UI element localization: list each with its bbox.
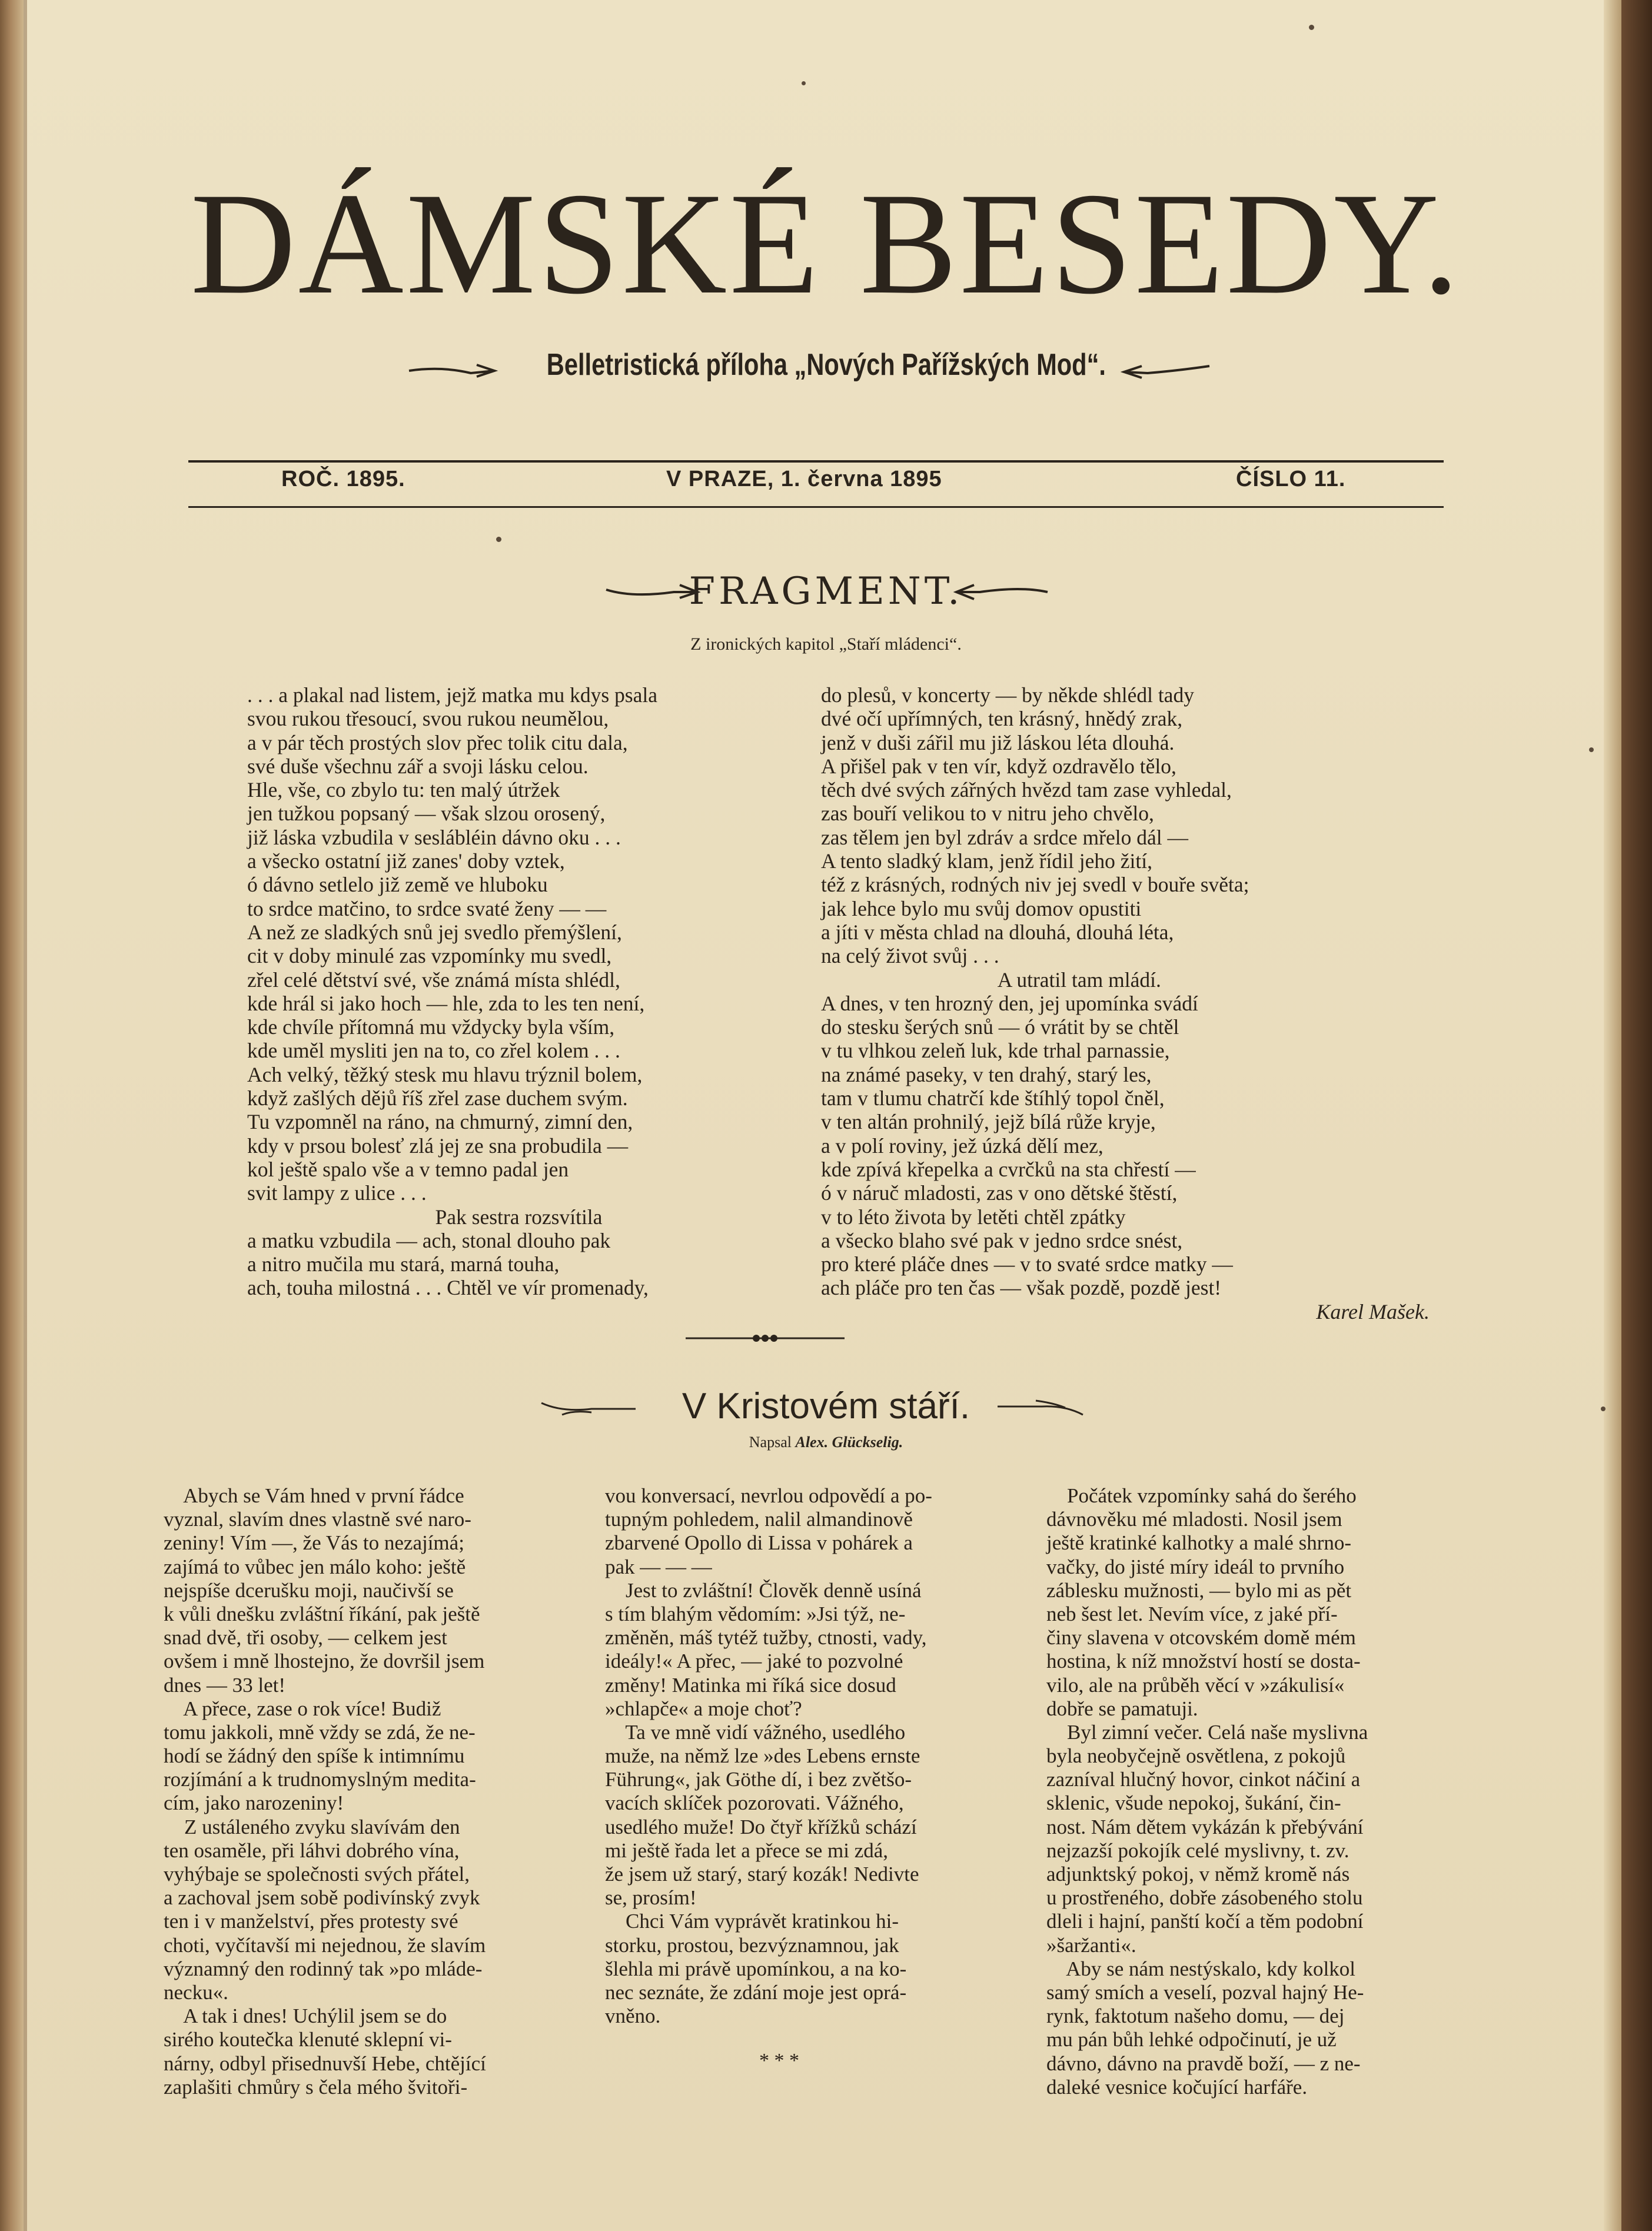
- right-binding: [1621, 0, 1652, 2231]
- story-line: u prostřeného, dobře zásobeného stolu: [1046, 1886, 1363, 1910]
- story-line: dávnověku mé mladosti. Nosil jsem: [1046, 1508, 1342, 1531]
- poem-line: jen tužkou popsaný — však slzou orosený,: [247, 802, 606, 826]
- poem-line: na známé paseky, v ten drahý, starý les,: [821, 1062, 1152, 1086]
- paper-speck: [496, 537, 501, 542]
- poem-line: v ten altán prohnilý, jejž bílá růže kryje,: [821, 1110, 1156, 1134]
- story-line: k vůli dnešku zvláštní říkání, pak ještě: [164, 1602, 480, 1625]
- story-line: neb šest let. Nevím více, z jaké pří-: [1046, 1602, 1338, 1625]
- paper-speck: [1589, 747, 1594, 752]
- poem-line: tam v tlumu chatrčí kde štíhlý topol čněl,: [821, 1086, 1165, 1110]
- story-line: Ta ve mně vidí vážného, usedlého: [605, 1720, 906, 1744]
- left-binding: [0, 0, 24, 2231]
- poem-line: a nitro mučila mu stará, marná touha,: [247, 1252, 560, 1276]
- poem-title: FRAGMENT.: [689, 570, 963, 613]
- story-line: ještě kratinké kalhotky a malé shrno-: [1046, 1531, 1352, 1555]
- story-line: mu pán bůh lehké odpočinutí, je už: [1046, 2028, 1337, 2052]
- story-line: ideály!« A přec, — jaké to pozvolné: [605, 1650, 903, 1673]
- story-line: změny! Matinka mi říká sice dosud: [605, 1673, 896, 1697]
- story-line: změněn, máš tytéž tužby, ctnosti, vady,: [605, 1626, 927, 1650]
- poem-line: jenž v duši zářil mu již láskou léta dlouhá.: [821, 730, 1175, 754]
- story-line: muže, na němž lze »des Lebens ernste: [605, 1744, 920, 1768]
- poem-line: též z krásných, rodných niv jej svedl v bouře světa;: [821, 873, 1249, 897]
- paper-speck: [1309, 25, 1314, 30]
- poem-line: kol ještě spalo vše a v temno padal jen: [247, 1157, 569, 1181]
- poem-line: Hle, vše, co zbylo tu: ten malý útržek: [247, 778, 560, 802]
- left-binding-edge: [24, 0, 27, 2231]
- poem-line: do stesku šerých snů — ó vrátit by se chtěl: [821, 1015, 1179, 1039]
- poem-line: kde zpívá křepelka a cvrčků na sta chřestí —: [821, 1157, 1196, 1181]
- paper-speck: [802, 81, 806, 85]
- poem-line: svou rukou třesoucí, svou rukou neumělou,: [247, 707, 609, 731]
- story-byline: [0, 1434, 1652, 1451]
- story-line: vačky, do jisté míry ideál to prvního: [1046, 1555, 1345, 1578]
- story-line: hodí se žádný den spíše k intimnímu: [164, 1744, 465, 1768]
- story-line: vněno.: [605, 2004, 661, 2028]
- byline-prefix: Napsal: [749, 1434, 792, 1451]
- story-line: rynk, faktotum našeho domu, — dej: [1046, 2004, 1345, 2028]
- masthead-subtitle-row: [0, 347, 1652, 383]
- story-line: dávno, dávno na pravdě boží, — z ne-: [1046, 2052, 1361, 2075]
- poem-line: kde chvíle přítomná mu vždycky byla vším,: [247, 1015, 615, 1039]
- story-line: nejzazší pokojík celé myslivny, t. zv.: [1046, 1838, 1349, 1862]
- poem-line: ach pláče pro ten čas — však pozdě, pozdě jest!: [821, 1276, 1222, 1300]
- poem-column-left: [247, 683, 657, 1300]
- poem-line: to srdce matčino, to srdce svaté ženy — —: [247, 896, 607, 920]
- story-line: nec seznáte, že zdání moje jest oprá-: [605, 1980, 907, 2004]
- story-line: že jsem už starý, starý kozák! Nedivte: [605, 1863, 919, 1886]
- story-column-3: [1046, 1484, 1368, 2099]
- story-line: nárny, odbyl přisednuvší Hebe, chtějící: [164, 2052, 486, 2075]
- story-line: tomu jakkoli, mně vždy se zdá, že ne-: [164, 1720, 476, 1744]
- story-line: hostina, k níž množství hostí se dosta-: [1046, 1650, 1361, 1673]
- poem-line: A tento sladký klam, jenž řídil jeho žití,: [821, 849, 1152, 873]
- poem-line: kde hrál si jako hoch — hle, zda to les ten není,: [247, 991, 645, 1015]
- story-line: vacích sklíček pozorovati. Vážného,: [605, 1791, 904, 1815]
- poem-line: pro které pláče dnes — v to svaté srdce matky —: [821, 1252, 1233, 1276]
- story-line: mi ještě řada let a přece se mi zdá,: [605, 1838, 889, 1862]
- poem-line: A dnes, v ten hrozný den, jej upomínka svádí: [821, 991, 1198, 1015]
- story-line: storku, prostou, bezvýznamnou, jak: [605, 1933, 899, 1957]
- story-line: ovšem i mně lhostejno, že dovršil jsem: [164, 1650, 485, 1673]
- poem-line: v tu vlhkou zeleň luk, kde trhal parnassie,: [821, 1039, 1170, 1063]
- story-line: se, prosím!: [605, 1886, 697, 1910]
- poem-line: do plesů, v koncerty — by někde shlédl tady: [821, 683, 1194, 707]
- story-line: »šaržanti«.: [1046, 1933, 1136, 1957]
- poem-line: ó v náruč mladosti, zas v ono dětské štěstí,: [821, 1181, 1178, 1205]
- story-column-2: [605, 1484, 932, 2028]
- story-line: A tak i dnes! Uchýlil jsem se do: [164, 2004, 447, 2028]
- ornament-arrow-left-icon: [950, 581, 1051, 601]
- story-line: usedlého muže! Do čtyř křížků schází: [605, 1815, 917, 1838]
- story-line: Jest to zvláštní! Člověk denně usíná: [605, 1578, 922, 1602]
- story-author: Alex. Glückselig.: [795, 1434, 903, 1451]
- section-break-stars: * * *: [759, 2050, 799, 2072]
- story-line: A přece, zase o rok více! Budiž: [164, 1697, 441, 1720]
- poem-column-right: [821, 683, 1249, 1300]
- story-line: dleli i hajní, panští kočí a těm podobní: [1046, 1910, 1364, 1933]
- story-line: dobře se pamatuji.: [1046, 1697, 1198, 1720]
- divider-ornament-icon: [686, 1332, 845, 1344]
- story-line: snad dvě, tři osoby, — celkem jest: [164, 1626, 447, 1650]
- story-line: vilo, ale na průběh věcí v »zákulisí«: [1046, 1673, 1345, 1697]
- masthead-title: DÁMSKÉ BESEDY.: [190, 162, 1462, 324]
- story-line: vyznal, slavím dnes vlastně své naro-: [164, 1508, 471, 1531]
- poem-line: kdy v prsou bolesť zlá jej ze sna probudila —: [247, 1133, 629, 1158]
- story-line: cím, jako narozeniny!: [164, 1791, 344, 1815]
- story-line: Počátek vzpomínky sahá do šerého: [1046, 1484, 1357, 1507]
- story-line: významný den rodinný tak »po mláde-: [164, 1957, 483, 1980]
- story-line: Z ustáleného zvyku slavívám den: [164, 1815, 460, 1838]
- story-line: pak — — —: [605, 1555, 712, 1578]
- issue-rule-bottom: [188, 506, 1444, 508]
- story-line: choti, vyčítavší mi nejednou, že slavím: [164, 1933, 486, 1957]
- poem-line: kde uměl mysliti jen na to, co zřel kolem . . .: [247, 1039, 620, 1063]
- story-line: daleké vesnice kočující harfáře.: [1046, 2075, 1308, 2099]
- poem-line: . . . a plakal nad listem, jejž matka mu kdys psala: [247, 683, 657, 707]
- poem-line: své duše všechnu zář a svoji lásku celou.: [247, 754, 589, 778]
- story-line: zbarvené Opollo di Lissa v pohárek a: [605, 1531, 913, 1555]
- poem-line: v to léto života by letěti chtěl zpátky: [821, 1205, 1126, 1229]
- poem-line: svit lampy z ulice . . .: [247, 1181, 427, 1205]
- story-line: sklenic, všude nepokoj, šukání, čin-: [1046, 1791, 1341, 1815]
- story-line: činy slavena v otcovském domě mém: [1046, 1626, 1356, 1650]
- story-line: nejspíše dcerušku moji, naučivší se: [164, 1578, 454, 1602]
- ornament-arrow-right-icon: [406, 360, 500, 381]
- ornament-swirl-right-icon: [995, 1395, 1089, 1418]
- issue-rule-top: [188, 460, 1444, 463]
- poem-line: cit v doby minulé zas vzpomínky mu svedl,: [247, 944, 612, 968]
- story-line: tupným pohledem, nalil almandinově: [605, 1508, 913, 1531]
- story-line: zaplašiti chmůry s čela mého švitoři-: [164, 2075, 468, 2099]
- poem-line: zas tělem jen byl zdráv a srdce mřelo dál —: [821, 825, 1188, 849]
- story-line: Chci Vám vyprávět kratinkou hi-: [605, 1910, 899, 1933]
- poem-line: Pak sestra rozsvítila: [247, 1205, 603, 1229]
- story-line: Führung«, jak Göthe dí, i bez zvětšo-: [605, 1768, 912, 1791]
- poem-line: jak lehce bylo mu svůj domov opustiti: [821, 896, 1142, 920]
- poem-subtitle: Z ironických kapitol „Staří mládenci“.: [690, 634, 962, 654]
- story-line: záblesku mužnosti, — bylo mi as pět: [1046, 1578, 1352, 1602]
- story-line: byla neobyčejně osvětlena, z pokojů: [1046, 1744, 1346, 1768]
- story-line: rozjímání a k trudnomyslným medita-: [164, 1768, 476, 1791]
- poem-line: a matku vzbudila — ach, stonal dlouho pak: [247, 1228, 611, 1252]
- story-line: nost. Nám dětem vykázán k přebývání: [1046, 1815, 1364, 1838]
- poem-line: A utratil tam mládí.: [821, 967, 1161, 992]
- story-line: »chlapče« a moje choť?: [605, 1697, 802, 1720]
- story-line: adjunktský pokoj, v němž kromě nás: [1046, 1863, 1350, 1886]
- poem-line: A přišel pak v ten vír, když ozdravělo tělo,: [821, 754, 1176, 778]
- story-line: dnes — 33 let!: [164, 1673, 286, 1697]
- story-line: s tím blahým vědomím: »Jsi týž, ne-: [605, 1602, 906, 1625]
- poem-line: a všecko ostatní již zanes' doby vztek,: [247, 849, 565, 873]
- poem-line: a v pár těch prostých slov přec tolik citu dala,: [247, 730, 628, 754]
- poem-line: Ach velký, těžký stesk mu hlavu trýznil bolem,: [247, 1062, 643, 1086]
- story-line: Aby se nám nestýskalo, kdy kolkol: [1046, 1957, 1355, 1980]
- issue-number: ČÍSLO 11.: [1236, 467, 1346, 491]
- story-line: necku«.: [164, 1980, 228, 2004]
- poem-line: Tu vzpomněl na ráno, na chmurný, zimní den,: [247, 1110, 633, 1134]
- poem-line: na celý život svůj . . .: [821, 944, 999, 968]
- poem-line: těch dvé svých zářných hvězd tam zase vyhledal,: [821, 778, 1232, 802]
- poem-line: dvé očí upřímných, ten krásný, hnědý zrak,: [821, 707, 1183, 731]
- poem-line: A než ze sladkých snů jej svedlo přemýšlení,: [247, 920, 622, 944]
- story-line: Abych se Vám hned v první řádce: [164, 1484, 464, 1507]
- issue-place-date: V PRAZE, 1. června 1895: [666, 467, 942, 491]
- poem-line: již láska vzbudila v seslábléin dávno oku . . .: [247, 825, 621, 849]
- story-line: šlehla mi právě upomínkou, a na ko-: [605, 1957, 907, 1980]
- story-line: vyhýbaje se společnosti svých přátel,: [164, 1863, 470, 1886]
- poem-line: když zašlých dějů říš zřel zase duchem svým.: [247, 1086, 628, 1110]
- story-line: ten osaměle, při láhvi dobrého vína,: [164, 1838, 460, 1862]
- story-line: Byl zimní večer. Celá naše myslivna: [1046, 1720, 1368, 1744]
- poem-signature: Karel Mašek.: [1316, 1300, 1430, 1324]
- story-column-1: [164, 1484, 486, 2099]
- story-line: zeniny! Vím —, že Vás to nezajímá;: [164, 1531, 464, 1555]
- poem-line: a všecko blaho své pak v jedno srdce snést,: [821, 1228, 1183, 1252]
- poem-line: ó dávno setlelo již země ve hluboku: [247, 873, 548, 897]
- right-binding-shadow: [1604, 0, 1621, 2231]
- story-line: ten i v manželství, přes protesty své: [164, 1910, 458, 1933]
- poem-line: a v polí roviny, jež úzká dělí mez,: [821, 1133, 1103, 1158]
- story-line: samý smích a veselí, pozval hajný He-: [1046, 1980, 1364, 2004]
- story-line: sirého koutečka klenuté sklepní vi-: [164, 2028, 452, 2052]
- story-title: V Kristovém stáří.: [682, 1386, 970, 1427]
- poem-line: zřel celé dětství své, vše známá místa shlédl,: [247, 967, 620, 992]
- issue-year: ROČ. 1895.: [281, 467, 405, 491]
- story-line: zazníval hlučný hovor, cinkot náčiní a: [1046, 1768, 1361, 1791]
- masthead-subtitle: Belletristická příloha „Nových Pařížských Mod“.: [546, 348, 1106, 382]
- story-line: vou konversací, nevrlou odpovědí a po-: [605, 1484, 932, 1507]
- story-line: a zachoval jsem sobě podivínský zvyk: [164, 1886, 480, 1910]
- poem-line: ach, touha milostná . . . Chtěl ve vír promenady,: [247, 1276, 649, 1300]
- poem-line: a jíti v města chlad na dlouhá, dlouhá léta,: [821, 920, 1174, 944]
- poem-line: zas bouří velikou to v nitru jeho chvělo,: [821, 802, 1154, 826]
- story-line: zajímá to vůbec jen málo koho: ještě: [164, 1555, 466, 1578]
- ornament-arrow-left-icon: [1118, 360, 1212, 381]
